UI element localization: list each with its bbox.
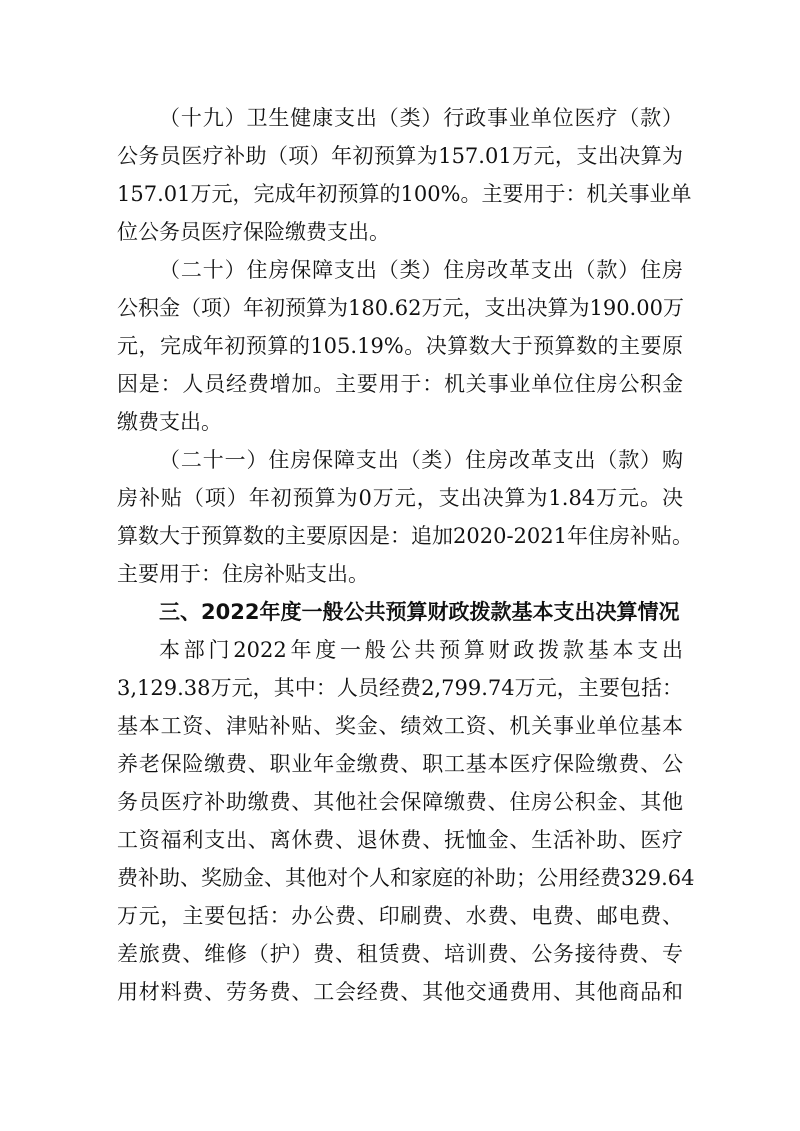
- section-heading: 三、2022年度一般公共预算财政拨款基本支出决算情况: [159, 600, 680, 624]
- paragraph-line: 157.01万元，完成年初预算的100%。主要用于：机关事业单: [117, 182, 692, 206]
- paragraph-line: 主要用于：住房补贴支出。: [117, 562, 369, 586]
- paragraph-line: 本部门2022年度一般公共预算财政拨款基本支出: [159, 638, 683, 662]
- paragraph-line: （二十）住房保障支出（类）住房改革支出（款）住房: [159, 258, 683, 282]
- paragraph-line: 差旅费、维修（护）费、租赁费、培训费、公务接待费、专: [117, 942, 683, 966]
- paragraph-line: 房补贴（项）年初预算为0万元，支出决算为1.84万元。决: [117, 486, 683, 510]
- paragraph-line: 工资福利支出、离休费、退休费、抚恤金、生活补助、医疗: [117, 828, 683, 852]
- paragraph-line: （二十一）住房保障支出（类）住房改革支出（款）购: [159, 448, 683, 472]
- paragraph-line: 费补助、奖励金、其他对个人和家庭的补助；公用经费329.64: [117, 866, 695, 890]
- paragraph-line: 公务员医疗补助（项）年初预算为157.01万元，支出决算为: [117, 144, 683, 168]
- paragraph-line: 基本工资、津贴补贴、奖金、绩效工资、机关事业单位基本: [117, 714, 683, 738]
- paragraph-line: 务员医疗补助缴费、其他社会保障缴费、住房公积金、其他: [117, 790, 683, 814]
- paragraph-line: 3,129.38万元，其中：人员经费2,799.74万元，主要包括：: [117, 676, 683, 700]
- paragraph-line: 养老保险缴费、职业年金缴费、职工基本医疗保险缴费、公: [117, 752, 683, 776]
- paragraph-line: 因是：人员经费增加。主要用于：机关事业单位住房公积金: [117, 372, 683, 396]
- paragraph-line: 算数大于预算数的主要原因是：追加2020-2021年住房补贴。: [117, 524, 693, 548]
- paragraph-line: 万元，主要包括：办公费、印刷费、水费、电费、邮电费、: [117, 904, 683, 928]
- paragraph-line: （十九）卫生健康支出（类）行政事业单位医疗（款）: [159, 106, 683, 130]
- paragraph-line: 缴费支出。: [117, 410, 222, 434]
- paragraph-line: 位公务员医疗保险缴费支出。: [117, 220, 390, 244]
- paragraph-line: 用材料费、劳务费、工会经费、其他交通费用、其他商品和: [117, 980, 683, 1004]
- paragraph-line: 元，完成年初预算的105.19%。决算数大于预算数的主要原: [117, 334, 683, 358]
- paragraph-line: 公积金（项）年初预算为180.62万元，支出决算为190.00万: [117, 296, 684, 320]
